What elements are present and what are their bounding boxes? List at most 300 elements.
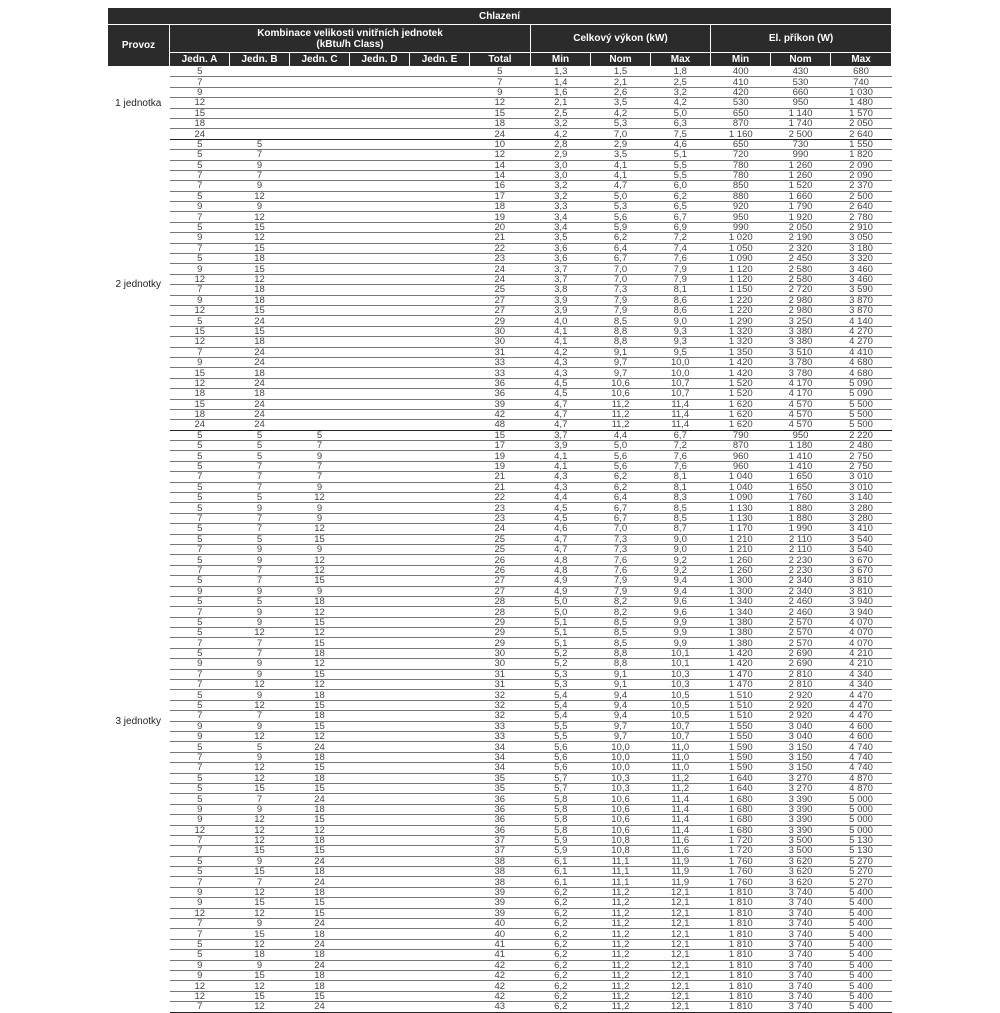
col-header-capacity-min: Min: [531, 53, 591, 67]
table-cell: 40: [470, 929, 531, 939]
table-cell: 15: [230, 264, 290, 274]
table-cell: 31: [470, 347, 531, 357]
table-cell: 4 740: [831, 763, 892, 773]
table-cell: 6,1: [531, 856, 591, 866]
table-cell: [230, 98, 290, 108]
table-cell: 5,5: [531, 721, 591, 731]
table-cell: 11,2: [591, 1002, 651, 1012]
table-cell: 12: [290, 607, 350, 617]
table-row: [108, 87, 892, 97]
table-cell: 7: [170, 347, 230, 357]
table-cell: 1 880: [771, 503, 831, 513]
col-header-capacity-nom: Nom: [591, 53, 651, 67]
table-cell: 9,7: [591, 721, 651, 731]
table-cell: 7: [170, 243, 230, 253]
table-cell: 3 740: [771, 939, 831, 949]
table-cell: 12: [470, 150, 531, 160]
table-row: [108, 919, 892, 929]
table-cell: [350, 648, 410, 658]
table-cell: 2 500: [831, 191, 892, 201]
table-cell: 5: [170, 555, 230, 565]
table-cell: 410: [711, 77, 771, 87]
table-cell: 10,6: [591, 804, 651, 814]
table-cell: 9: [470, 87, 531, 97]
table-cell: 10,6: [591, 815, 651, 825]
table-cell: 2,6: [591, 87, 651, 97]
table-row: [108, 846, 892, 856]
table-cell: [410, 347, 470, 357]
table-cell: [350, 274, 410, 284]
table-cell: [350, 835, 410, 845]
table-cell: 5: [170, 451, 230, 461]
table-cell: 2 050: [831, 118, 892, 128]
table-cell: 32: [470, 711, 531, 721]
table-cell: 15: [170, 326, 230, 336]
table-cell: 12,1: [651, 908, 711, 918]
table-cell: 6,7: [651, 430, 711, 440]
table-cell: 1 260: [771, 170, 831, 180]
table-cell: 1 620: [711, 409, 771, 419]
table-cell: 15: [230, 243, 290, 253]
table-cell: 7: [230, 461, 290, 471]
table-cell: 2 090: [831, 170, 892, 180]
table-cell: 11,2: [651, 773, 711, 783]
table-cell: 6,7: [591, 503, 651, 513]
table-cell: 30: [470, 648, 531, 658]
table-cell: [350, 389, 410, 399]
table-cell: [350, 929, 410, 939]
table-cell: 10,7: [651, 721, 711, 731]
table-cell: [350, 98, 410, 108]
table-cell: 7: [230, 150, 290, 160]
provoz-group-label: 3 jednotky: [108, 430, 170, 1012]
table-cell: [410, 586, 470, 596]
table-cell: 3 040: [771, 732, 831, 742]
table-cell: [350, 461, 410, 471]
table-cell: 4 170: [771, 389, 831, 399]
table-cell: 5,3: [531, 669, 591, 679]
table-cell: 5: [170, 430, 230, 440]
table-cell: 4 680: [831, 368, 892, 378]
table-row: [108, 586, 892, 596]
table-cell: 6,2: [531, 887, 591, 897]
table-cell: [350, 960, 410, 970]
table-row: [108, 461, 892, 471]
table-cell: 12: [290, 524, 350, 534]
table-cell: 3 740: [771, 919, 831, 929]
table-cell: [290, 409, 350, 419]
table-cell: [350, 638, 410, 648]
table-cell: 3 740: [771, 898, 831, 908]
table-cell: 7,6: [651, 461, 711, 471]
table-cell: 3 740: [771, 970, 831, 980]
table-cell: 18: [230, 295, 290, 305]
table-cell: 5: [170, 617, 230, 627]
table-cell: 1 380: [711, 638, 771, 648]
table-cell: 3,5: [531, 233, 591, 243]
table-cell: [410, 970, 470, 980]
table-cell: [350, 939, 410, 949]
table-cell: [410, 856, 470, 866]
table-cell: 12: [230, 887, 290, 897]
table-cell: 7: [170, 846, 230, 856]
table-cell: 11,9: [651, 856, 711, 866]
table-cell: 5: [170, 648, 230, 658]
table-cell: 5: [230, 441, 290, 451]
table-cell: [410, 191, 470, 201]
table-cell: 4,1: [531, 461, 591, 471]
table-cell: 1 810: [711, 950, 771, 960]
table-cell: [410, 368, 470, 378]
table-cell: 15: [290, 846, 350, 856]
table-cell: 3 250: [771, 316, 831, 326]
table-row: [108, 607, 892, 617]
table-cell: 1 520: [711, 389, 771, 399]
table-cell: 12,1: [651, 1002, 711, 1012]
table-cell: 2 980: [771, 295, 831, 305]
table-cell: [410, 825, 470, 835]
table-cell: 1 620: [711, 420, 771, 430]
table-row: [108, 638, 892, 648]
table-cell: 12: [170, 378, 230, 388]
table-cell: 30: [470, 337, 531, 347]
table-cell: 10,7: [651, 378, 711, 388]
table-cell: 2 110: [771, 544, 831, 554]
table-row: [108, 108, 892, 118]
table-cell: [290, 264, 350, 274]
table-cell: 8,2: [591, 607, 651, 617]
table-cell: 27: [470, 576, 531, 586]
table-cell: 6,7: [591, 513, 651, 523]
table-cell: 2 690: [771, 648, 831, 658]
table-cell: 12: [290, 493, 350, 503]
table-cell: 4 870: [831, 773, 892, 783]
table-cell: 9,4: [651, 586, 711, 596]
table-cell: 4,6: [651, 139, 711, 149]
table-cell: 8,8: [591, 337, 651, 347]
table-cell: 3 620: [771, 867, 831, 877]
table-cell: 7: [290, 461, 350, 471]
table-cell: 17: [470, 441, 531, 451]
table-cell: 42: [470, 981, 531, 991]
table-cell: 5,2: [531, 659, 591, 669]
table-cell: 5: [170, 493, 230, 503]
table-cell: 1 410: [771, 461, 831, 471]
table-cell: [290, 212, 350, 222]
table-cell: [230, 129, 290, 139]
table-row: [108, 981, 892, 991]
table-cell: [290, 274, 350, 284]
table-cell: 1 120: [711, 264, 771, 274]
table-cell: 870: [711, 441, 771, 451]
table-cell: 5,3: [591, 202, 651, 212]
table-cell: 1 470: [711, 680, 771, 690]
table-cell: [410, 87, 470, 97]
table-cell: [350, 773, 410, 783]
table-cell: 11,9: [651, 877, 711, 887]
table-row: [108, 430, 892, 440]
table-cell: [410, 576, 470, 586]
table-cell: 6,7: [651, 212, 711, 222]
table-cell: 5,6: [591, 451, 651, 461]
table-row: [108, 118, 892, 128]
table-cell: [350, 815, 410, 825]
table-row: [108, 867, 892, 877]
table-cell: 4,5: [531, 378, 591, 388]
table-cell: [290, 160, 350, 170]
table-cell: 27: [470, 305, 531, 315]
table-cell: 1 510: [711, 690, 771, 700]
table-cell: 3 810: [831, 586, 892, 596]
table-cell: 18: [230, 337, 290, 347]
table-cell: 3 380: [771, 337, 831, 347]
table-cell: 1 650: [771, 472, 831, 482]
table-cell: 11,2: [591, 950, 651, 960]
table-cell: 1 570: [831, 108, 892, 118]
table-cell: 3 390: [771, 815, 831, 825]
table-cell: [410, 638, 470, 648]
table-cell: [410, 835, 470, 845]
table-cell: 9: [170, 295, 230, 305]
table-row: [108, 721, 892, 731]
table-cell: [350, 482, 410, 492]
table-cell: 29: [470, 316, 531, 326]
table-cell: [350, 919, 410, 929]
table-cell: 24: [470, 274, 531, 284]
table-cell: 5,1: [651, 150, 711, 160]
table-cell: 3 740: [771, 981, 831, 991]
table-cell: 11,2: [591, 908, 651, 918]
table-row: [108, 648, 892, 658]
table-cell: 9: [230, 752, 290, 762]
table-cell: 39: [470, 898, 531, 908]
table-cell: 3,5: [591, 150, 651, 160]
table-cell: [350, 586, 410, 596]
table-cell: 1 920: [771, 212, 831, 222]
table-cell: 12,1: [651, 919, 711, 929]
table-cell: 10,6: [591, 825, 651, 835]
table-cell: 12: [230, 815, 290, 825]
table-cell: [350, 337, 410, 347]
table-cell: 3,7: [531, 430, 591, 440]
table-cell: [350, 222, 410, 232]
table-cell: [290, 181, 350, 191]
table-cell: [290, 378, 350, 388]
col-header-total: Total: [470, 53, 531, 67]
table-cell: [410, 98, 470, 108]
table-cell: 15: [290, 576, 350, 586]
table-cell: [350, 877, 410, 887]
table-cell: 2,8: [531, 139, 591, 149]
table-cell: 5 400: [831, 970, 892, 980]
table-cell: 33: [470, 732, 531, 742]
table-cell: [350, 825, 410, 835]
table-cell: 2 720: [771, 285, 831, 295]
table-cell: 1 760: [711, 877, 771, 887]
table-cell: [410, 1002, 470, 1012]
table-cell: [410, 960, 470, 970]
table-cell: 11,2: [591, 991, 651, 1001]
table-cell: 9,0: [651, 534, 711, 544]
table-cell: [350, 555, 410, 565]
table-cell: 2 810: [771, 680, 831, 690]
table-cell: [350, 763, 410, 773]
table-cell: [410, 794, 470, 804]
table-cell: 5: [170, 856, 230, 866]
table-cell: [410, 939, 470, 949]
table-cell: 1,4: [531, 77, 591, 87]
table-cell: 8,7: [651, 524, 711, 534]
table-cell: 5,4: [531, 700, 591, 710]
table-row: [108, 825, 892, 835]
table-cell: 1 590: [711, 763, 771, 773]
table-cell: 5 500: [831, 409, 892, 419]
table-row: [108, 544, 892, 554]
table-cell: 7: [170, 77, 230, 87]
table-cell: 9,0: [651, 316, 711, 326]
table-cell: [290, 243, 350, 253]
table-cell: 5: [230, 742, 290, 752]
table-cell: [290, 129, 350, 139]
table-cell: 9: [230, 503, 290, 513]
table-cell: 22: [470, 243, 531, 253]
table-cell: [290, 285, 350, 295]
table-cell: 2 340: [771, 576, 831, 586]
table-cell: 5,0: [651, 108, 711, 118]
table-cell: 7,6: [651, 451, 711, 461]
table-cell: 5,5: [651, 170, 711, 180]
table-cell: 12: [230, 700, 290, 710]
table-cell: 5 000: [831, 815, 892, 825]
table-cell: 1 410: [771, 451, 831, 461]
table-cell: 5,1: [531, 638, 591, 648]
table-cell: [410, 264, 470, 274]
table-cell: 9: [170, 659, 230, 669]
table-cell: 4,3: [531, 368, 591, 378]
table-cell: 3,6: [531, 243, 591, 253]
table-cell: 12: [230, 825, 290, 835]
table-cell: 3 740: [771, 908, 831, 918]
table-cell: 4,2: [591, 108, 651, 118]
table-cell: 42: [470, 991, 531, 1001]
table-cell: 11,2: [591, 420, 651, 430]
table-cell: 1 520: [771, 181, 831, 191]
table-cell: 5: [170, 461, 230, 471]
table-cell: [290, 254, 350, 264]
table-cell: 1 810: [711, 908, 771, 918]
table-cell: 7: [170, 513, 230, 523]
table-cell: 36: [470, 389, 531, 399]
table-cell: 3,8: [531, 285, 591, 295]
table-cell: 3 410: [831, 524, 892, 534]
table-cell: 1 380: [711, 617, 771, 627]
table-cell: 6,9: [651, 222, 711, 232]
table-row: [108, 181, 892, 191]
table-cell: 3 150: [771, 752, 831, 762]
table-row: [108, 170, 892, 180]
table-cell: 24: [290, 856, 350, 866]
table-cell: 23: [470, 513, 531, 523]
table-cell: 3 280: [831, 513, 892, 523]
table-row: [108, 960, 892, 970]
table-cell: 6,2: [531, 960, 591, 970]
table-cell: 18: [290, 867, 350, 877]
table-cell: 990: [711, 222, 771, 232]
table-cell: 1 810: [711, 919, 771, 929]
table-cell: [350, 565, 410, 575]
table-cell: 10,0: [651, 368, 711, 378]
table-cell: 2,5: [531, 108, 591, 118]
table-cell: 15: [230, 898, 290, 908]
table-cell: 12,1: [651, 981, 711, 991]
table-cell: 34: [470, 763, 531, 773]
table-row: [108, 617, 892, 627]
table-row: [108, 939, 892, 949]
table-cell: 4,2: [651, 98, 711, 108]
table-cell: [350, 887, 410, 897]
table-cell: 7: [170, 181, 230, 191]
table-cell: 12: [230, 191, 290, 201]
table-cell: 15: [230, 846, 290, 856]
table-cell: 3 500: [771, 846, 831, 856]
table-row: [108, 326, 892, 336]
table-cell: 15: [290, 908, 350, 918]
table-cell: [350, 1002, 410, 1012]
table-cell: 42: [470, 960, 531, 970]
table-cell: 10,3: [591, 783, 651, 793]
table-cell: 7,6: [651, 254, 711, 264]
table-cell: 15: [470, 108, 531, 118]
table-cell: 5,1: [531, 628, 591, 638]
table-cell: 7: [170, 472, 230, 482]
table-cell: 1 620: [711, 399, 771, 409]
table-cell: [410, 170, 470, 180]
table-cell: 6,0: [651, 181, 711, 191]
table-cell: [410, 389, 470, 399]
table-cell: 10,3: [591, 773, 651, 783]
table-cell: 4,7: [531, 534, 591, 544]
table-cell: 9: [230, 607, 290, 617]
table-cell: 5,0: [531, 596, 591, 606]
table-row: [108, 887, 892, 897]
table-cell: 18: [170, 118, 230, 128]
table-cell: [290, 295, 350, 305]
table-cell: 12: [230, 732, 290, 742]
table-cell: 5: [170, 482, 230, 492]
table-cell: 3 870: [831, 295, 892, 305]
table-cell: 10,1: [651, 648, 711, 658]
table-cell: 24: [290, 960, 350, 970]
table-cell: 9: [170, 87, 230, 97]
table-cell: 5 500: [831, 399, 892, 409]
table-cell: 7,3: [591, 534, 651, 544]
table-cell: 1 470: [711, 669, 771, 679]
table-row: [108, 243, 892, 253]
table-cell: 3,9: [531, 305, 591, 315]
table-cell: 790: [711, 430, 771, 440]
table-cell: 18: [290, 804, 350, 814]
table-row: [108, 950, 892, 960]
table-cell: 4 070: [831, 617, 892, 627]
table-cell: [410, 67, 470, 77]
table-cell: 12: [170, 991, 230, 1001]
table-cell: 2 220: [831, 430, 892, 440]
table-cell: 1 050: [711, 243, 771, 253]
table-cell: 9: [170, 732, 230, 742]
table-cell: [350, 607, 410, 617]
table-cell: 5: [230, 139, 290, 149]
table-cell: 7: [170, 669, 230, 679]
